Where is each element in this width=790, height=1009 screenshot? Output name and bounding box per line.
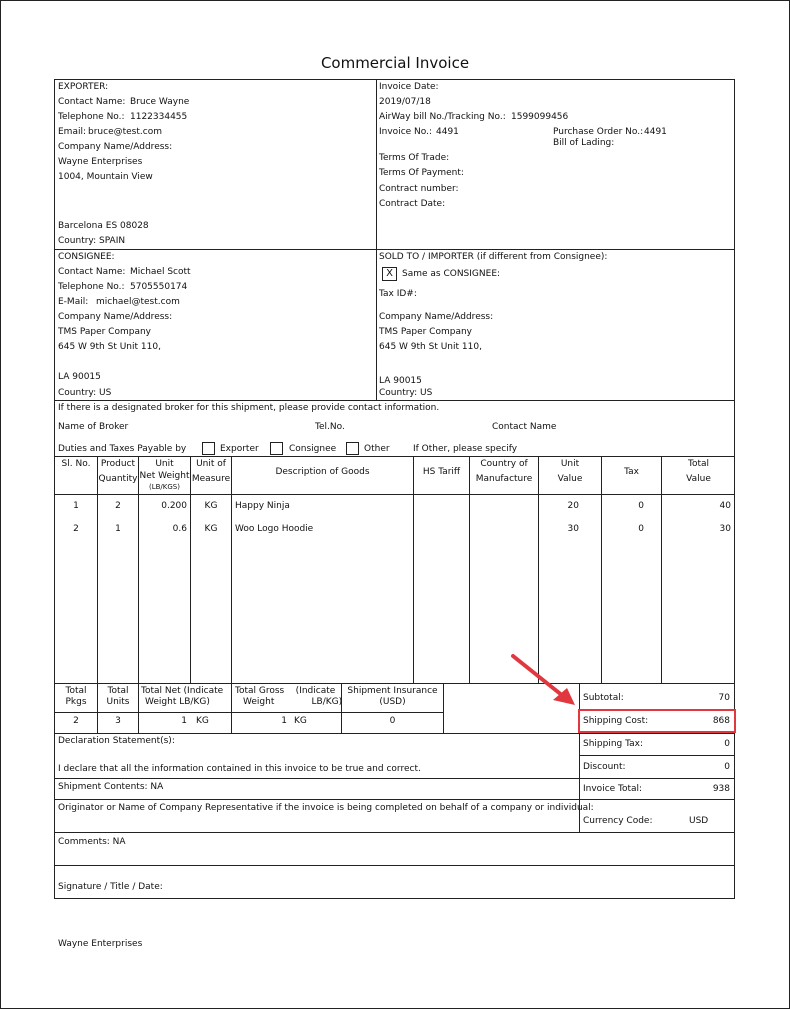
cell-sl-no: 2 xyxy=(73,524,79,534)
col-header-hs-tariff: HS Tariff xyxy=(422,467,461,477)
total-gross-weight-header: Weight LB/KG) xyxy=(243,697,343,707)
broker-name-label: Name of Broker xyxy=(58,422,129,432)
total-net-weight-header: Weight LB/KG) xyxy=(145,697,210,707)
shipment-insurance-header: Shipment Insurance xyxy=(347,686,438,696)
duties-consignee-label: Consignee xyxy=(289,444,337,454)
exporter-email: bruce@test.com xyxy=(88,127,162,137)
invoice-date-label: Invoice Date: xyxy=(379,82,439,92)
divider xyxy=(579,755,735,756)
shipment-insurance-header: (USD) xyxy=(379,697,406,707)
subtotal-value: 70 xyxy=(718,693,730,703)
broker-contact-label: Contact Name xyxy=(492,422,557,432)
divider xyxy=(413,456,414,683)
divider xyxy=(54,456,735,457)
discount-label: Discount: xyxy=(583,762,626,772)
cell-tax: 0 xyxy=(638,524,644,534)
total-pkgs-header: Pkgs xyxy=(65,697,87,707)
divider xyxy=(538,456,539,683)
cell-quantity: 2 xyxy=(115,501,121,511)
duties-exporter-label: Exporter xyxy=(220,444,259,454)
same-as-consignee-checkbox[interactable]: X xyxy=(382,267,397,281)
cell-quantity: 1 xyxy=(115,524,121,534)
consignee-city: LA 90015 xyxy=(58,372,101,382)
col-header-country: Manufacture xyxy=(475,474,533,484)
consignee-phone: 5705550174 xyxy=(130,282,188,292)
tax-id-label: Tax ID#: xyxy=(379,289,417,299)
signature-label: Signature / Title / Date: xyxy=(58,882,163,892)
divider xyxy=(54,832,735,833)
divider xyxy=(54,733,735,734)
originator-label: Originator or Name of Company Representative if the invoice is being completed on behalf of a company or individual: xyxy=(58,803,594,813)
cell-description: Happy Ninja xyxy=(235,501,290,511)
consignee-email-label: E-Mail: xyxy=(58,297,89,307)
contract-date-label: Contract Date: xyxy=(379,199,446,209)
shipping-cost-value: 868 xyxy=(712,716,730,726)
declaration-heading: Declaration Statement(s): xyxy=(58,736,175,746)
invoice-total-value: 938 xyxy=(712,784,730,794)
cell-unit-value: 30 xyxy=(567,524,579,534)
divider xyxy=(54,799,735,800)
col-header-tax: Tax xyxy=(624,467,639,477)
divider xyxy=(469,456,470,683)
sold-to-country: Country: US xyxy=(379,388,433,398)
col-header-quantity: Quantity xyxy=(98,474,138,484)
total-net-weight-unit: KG xyxy=(196,716,209,726)
total-pkgs-header: Total xyxy=(65,686,87,696)
total-gross-weight-header: Total Gross (Indicate xyxy=(235,686,336,696)
consignee-heading: CONSIGNEE: xyxy=(58,252,115,262)
total-gross-weight-unit: KG xyxy=(294,716,307,726)
divider xyxy=(376,79,377,400)
divider xyxy=(579,778,735,779)
sold-to-heading: SOLD TO / IMPORTER (if different from Consignee): xyxy=(379,252,608,262)
consignee-company-label: Company Name/Address: xyxy=(58,312,173,322)
shipping-tax-value: 0 xyxy=(724,739,730,749)
consignee-email: michael@test.com xyxy=(96,297,180,307)
page-title: Commercial Invoice xyxy=(320,54,470,72)
shipping-cost-label: Shipping Cost: xyxy=(583,716,649,726)
divider xyxy=(54,778,579,779)
consignee-contact-name: Michael Scott xyxy=(130,267,191,277)
cell-total-value: 40 xyxy=(719,501,731,511)
consignee-company: TMS Paper Company xyxy=(58,327,152,337)
divider xyxy=(54,400,735,401)
airway-label: AirWay bill No./Tracking No.: xyxy=(379,112,506,122)
broker-tel-label: Tel.No. xyxy=(315,422,345,432)
consignee-address: 645 W 9th St Unit 110, xyxy=(58,342,161,352)
col-header-net-weight: (LB/KGS) xyxy=(149,483,180,491)
bill-of-lading-label: Bill of Lading: xyxy=(553,138,615,148)
currency-code-value: USD xyxy=(689,816,709,826)
airway-number: 1599099456 xyxy=(511,112,569,122)
divider xyxy=(54,865,735,866)
terms-trade-label: Terms Of Trade: xyxy=(379,153,450,163)
exporter-phone-label: Telephone No.: xyxy=(58,112,125,122)
duties-exporter-checkbox[interactable] xyxy=(202,442,215,455)
currency-code-label: Currency Code: xyxy=(583,816,653,826)
total-net-weight-value: 1 xyxy=(181,716,187,726)
cell-total-value: 30 xyxy=(719,524,731,534)
terms-payment-label: Terms Of Payment: xyxy=(379,168,464,178)
exporter-address: 1004, Mountain View xyxy=(58,172,153,182)
divider xyxy=(54,494,735,495)
exporter-email-label: Email: xyxy=(58,127,87,137)
invoice-no: 4491 xyxy=(436,127,459,137)
consignee-phone-label: Telephone No.: xyxy=(58,282,125,292)
cell-unit-of-measure: KG xyxy=(204,524,218,534)
divider xyxy=(190,456,191,683)
consignee-country: Country: US xyxy=(58,388,112,398)
shipping-cost-highlight xyxy=(578,709,736,733)
sold-to-city: LA 90015 xyxy=(379,376,422,386)
total-units-header: Units xyxy=(106,697,130,707)
divider xyxy=(601,456,602,683)
cell-description: Woo Logo Hoodie xyxy=(235,524,314,534)
exporter-contact-name: Bruce Wayne xyxy=(130,97,190,107)
col-header-country: Country of xyxy=(480,459,528,469)
col-header-net-weight: Net Weight xyxy=(139,471,190,481)
col-header-description: Description of Goods xyxy=(275,467,370,477)
cell-sl-no: 1 xyxy=(73,501,79,511)
po-number: 4491 xyxy=(644,127,667,137)
col-header-total-value: Value xyxy=(686,474,711,484)
discount-value: 0 xyxy=(724,762,730,772)
comments: Comments: NA xyxy=(58,837,126,847)
shipping-tax-label: Shipping Tax: xyxy=(583,739,644,749)
total-net-weight-header: Total Net (Indicate xyxy=(141,686,224,696)
exporter-heading: EXPORTER: xyxy=(58,82,109,92)
broker-note: If there is a designated broker for this shipment, please provide contact information. xyxy=(58,403,440,413)
cell-tax: 0 xyxy=(638,501,644,511)
exporter-country: Country: SPAIN xyxy=(58,236,126,246)
subtotal-label: Subtotal: xyxy=(583,693,624,703)
duties-consignee-checkbox[interactable] xyxy=(270,442,283,455)
sold-to-company: TMS Paper Company xyxy=(379,327,473,337)
duties-if-other-label: If Other, please specify xyxy=(413,444,518,454)
divider xyxy=(231,456,232,683)
footer-company: Wayne Enterprises xyxy=(58,939,143,949)
total-units-value: 3 xyxy=(115,716,121,726)
exporter-phone: 1122334455 xyxy=(130,112,188,122)
duties-other-checkbox[interactable] xyxy=(346,442,359,455)
exporter-company-label: Company Name/Address: xyxy=(58,142,173,152)
total-gross-weight-value: 1 xyxy=(281,716,287,726)
divider xyxy=(97,456,98,683)
divider xyxy=(661,456,662,683)
cell-net-weight: 0.6 xyxy=(172,524,187,534)
contract-number-label: Contract number: xyxy=(379,184,459,194)
invoice-no-label: Invoice No.: xyxy=(379,127,433,137)
exporter-company: Wayne Enterprises xyxy=(58,157,143,167)
same-as-consignee-label: Same as CONSIGNEE: xyxy=(402,269,501,279)
invoice-total-label: Invoice Total: xyxy=(583,784,643,794)
sold-to-company-label: Company Name/Address: xyxy=(379,312,494,322)
cell-unit-value: 20 xyxy=(567,501,579,511)
consignee-contact-label: Contact Name: xyxy=(58,267,126,277)
col-header-sl-no: Sl. No. xyxy=(61,459,91,469)
cell-unit-of-measure: KG xyxy=(204,501,218,511)
exporter-contact-label: Contact Name: xyxy=(58,97,126,107)
divider xyxy=(54,712,444,713)
red-arrow-icon xyxy=(505,650,580,710)
declaration-text: I declare that all the information contained in this invoice to be true and correct. xyxy=(58,764,421,774)
col-header-unit-value: Unit xyxy=(560,459,580,469)
duties-other-label: Other xyxy=(364,444,390,454)
total-units-header: Total xyxy=(107,686,129,696)
col-header-quantity: Product xyxy=(100,459,136,469)
exporter-city: Barcelona ES 08028 xyxy=(58,221,149,231)
col-header-net-weight: Unit xyxy=(155,459,174,469)
shipment-contents: Shipment Contents: NA xyxy=(58,782,164,792)
col-header-unit-value: Value xyxy=(557,474,583,484)
po-label: Purchase Order No.: xyxy=(553,127,644,137)
col-header-unit-of-measure: Unit of xyxy=(196,459,226,469)
divider xyxy=(443,683,444,733)
divider xyxy=(54,683,735,684)
col-header-unit-of-measure: Measure xyxy=(191,474,231,484)
divider xyxy=(54,249,735,250)
duties-label: Duties and Taxes Payable by xyxy=(58,444,187,454)
invoice-date: 2019/07/18 xyxy=(379,97,431,107)
total-pkgs-value: 2 xyxy=(73,716,79,726)
shipment-insurance-value: 0 xyxy=(389,716,396,726)
cell-net-weight: 0.200 xyxy=(161,501,187,511)
sold-to-address: 645 W 9th St Unit 110, xyxy=(379,342,482,352)
col-header-total-value: Total xyxy=(687,459,710,469)
